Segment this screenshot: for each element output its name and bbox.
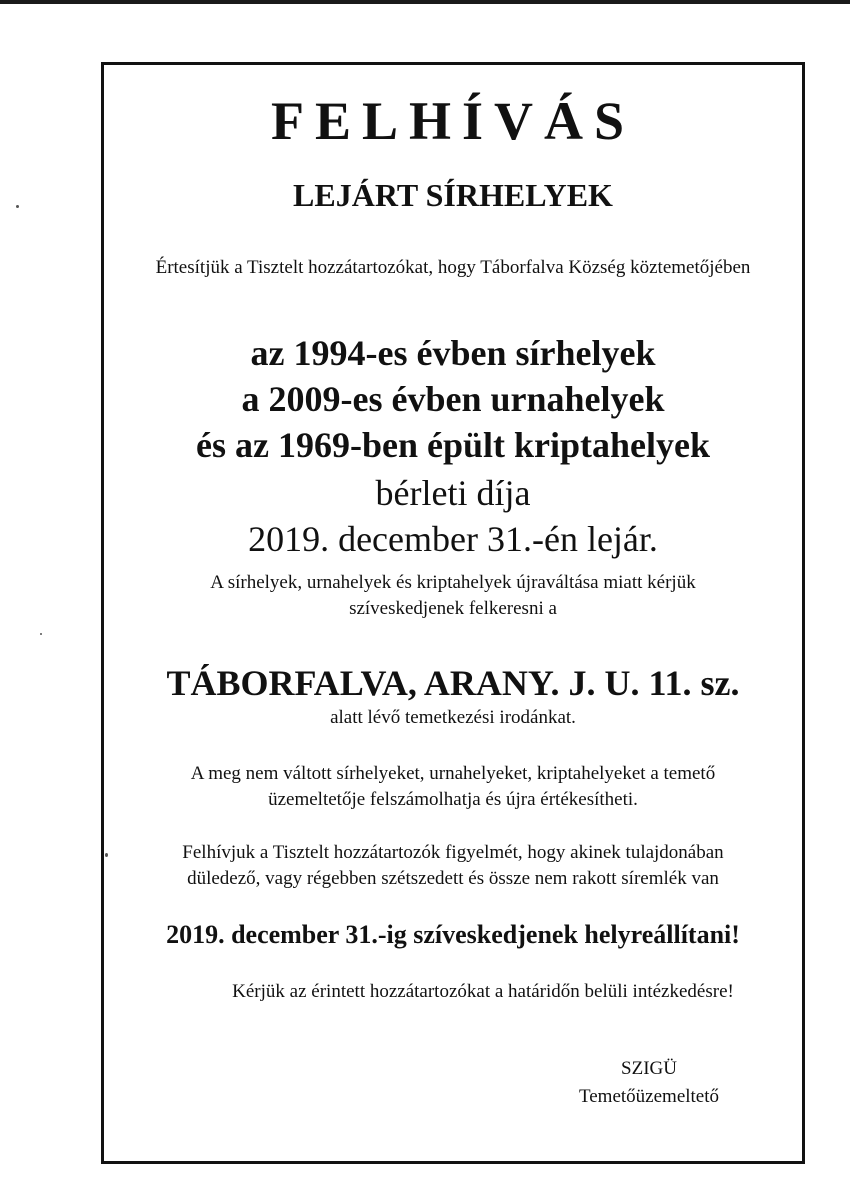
closing-line: Kérjük az érintett hozzátartozókat a határidőn belüli intézkedésre! (232, 981, 734, 1002)
notice-subtitle: LEJÁRT SÍRHELYEK (293, 177, 613, 213)
request-line: szíveskedjenek felkeresni a (349, 598, 557, 619)
signature-name: SZIGÜ (621, 1058, 677, 1079)
highlight-line-crypts: és az 1969-ben épült kriptahelyek (195, 425, 710, 465)
request-line: A sírhelyek, urnahelyek és kriptahelyek újraváltása miatt kérjük (210, 572, 696, 593)
notice-frame (101, 62, 805, 1164)
deadline-notice: 2019. december 31.-ig szíveskedjenek helyreállítani! (166, 920, 740, 949)
attention-line: Felhívjuk a Tisztelt hozzátartozók figyelmét, hogy akinek tulajdonában (182, 842, 724, 863)
expiry-line: 2019. december 31.-én lejár. (248, 519, 658, 559)
scan-edge-line (0, 0, 850, 4)
office-address-sub: alatt lévő temetkezési irodánkat. (330, 707, 576, 728)
scan-speck (16, 205, 19, 208)
intro-paragraph: Értesítjük a Tisztelt hozzátartozókat, hogy Táborfalva Község köztemetőjében (155, 257, 751, 278)
warning-line: A meg nem váltott sírhelyeket, urnahelyeket, kriptahelyeket a temető (190, 763, 716, 784)
warning-line: üzemeltetője felszámolhatja és újra értékesítheti. (268, 789, 638, 810)
highlight-line-graves: az 1994-es évben sírhelyek (250, 333, 656, 373)
fee-line: bérleti díja (375, 473, 531, 513)
signature-role: Temetőüzemeltető (578, 1086, 720, 1107)
notice-title: FELHÍVÁS (270, 91, 636, 151)
scan-speck (40, 633, 42, 635)
office-address: TÁBORFALVA, ARANY. J. U. 11. sz. (166, 663, 740, 703)
highlight-line-urns: a 2009-es évben urnahelyek (241, 379, 665, 419)
attention-line: düledező, vagy régebben szétszedett és össze nem rakott síremlék van (187, 868, 719, 889)
